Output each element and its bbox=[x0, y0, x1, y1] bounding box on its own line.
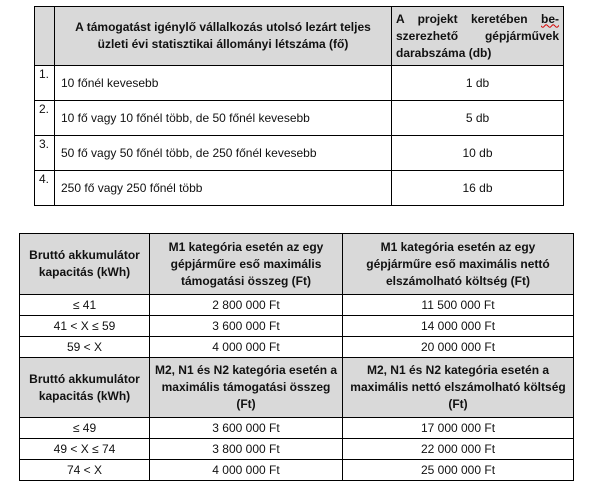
row-index: 1. bbox=[35, 66, 55, 101]
table2-header-row-m2-n1-n2 bbox=[20, 358, 574, 418]
support-cell: 2 800 000 Ft bbox=[150, 295, 343, 316]
battery-support-table bbox=[19, 233, 574, 481]
table-row bbox=[20, 295, 574, 316]
header-max-support: M2, N1 és N2 kategória esetén a maximális támogatási összeg (Ft) bbox=[150, 358, 343, 418]
cost-cell: 11 500 000 Ft bbox=[343, 295, 574, 316]
table-row bbox=[20, 337, 574, 358]
cost-cell: 14 000 000 Ft bbox=[343, 316, 574, 337]
vehicle-count-value: 1 db bbox=[392, 66, 564, 101]
capacity-cell: 41 < X ≤ 59 bbox=[20, 316, 150, 337]
row-index: 3. bbox=[35, 136, 55, 171]
support-cell: 3 600 000 Ft bbox=[150, 418, 343, 439]
capacity-cell: ≤ 49 bbox=[20, 418, 150, 439]
vehicle-count-value: 16 db bbox=[392, 171, 564, 206]
header-max-net-cost: M2, N1 és N2 kategória esetén a maximális nettó elszámolható költség (Ft) bbox=[343, 358, 574, 418]
table-row bbox=[35, 171, 564, 206]
cost-cell: 20 000 000 Ft bbox=[343, 337, 574, 358]
vehicle-count-value: 10 db bbox=[392, 136, 564, 171]
table1-header-vehicle-count: A projekt keretében be- szerezhető gépjárművek darabszáma (db) bbox=[392, 7, 564, 66]
headcount-label: 10 főnél kevesebb bbox=[55, 66, 392, 101]
table-row bbox=[20, 439, 574, 460]
table1-header-row bbox=[35, 7, 564, 66]
table-row bbox=[20, 460, 574, 481]
support-cell: 4 000 000 Ft bbox=[150, 460, 343, 481]
vehicle-count-value: 5 db bbox=[392, 101, 564, 136]
support-cell: 3 800 000 Ft bbox=[150, 439, 343, 460]
cost-cell: 22 000 000 Ft bbox=[343, 439, 574, 460]
row-index: 4. bbox=[35, 171, 55, 206]
table-row bbox=[35, 136, 564, 171]
capacity-cell: ≤ 41 bbox=[20, 295, 150, 316]
table-row bbox=[35, 101, 564, 136]
table2-header-row-m1 bbox=[20, 234, 574, 295]
capacity-cell: 74 < X bbox=[20, 460, 150, 481]
cost-cell: 25 000 000 Ft bbox=[343, 460, 574, 481]
header-max-support: M1 kategória esetén az egy gépjárműre eső maximális támogatási összeg (Ft) bbox=[150, 234, 343, 295]
headcount-label: 250 fő vagy 250 főnél több bbox=[55, 171, 392, 206]
headcount-label: 50 fő vagy 50 főnél több, de 250 főnél kevesebb bbox=[55, 136, 392, 171]
capacity-cell: 49 < X ≤ 74 bbox=[20, 439, 150, 460]
table-row bbox=[35, 66, 564, 101]
table1-header-headcount: A támogatást igénylő vállalkozás utolsó lezárt teljes üzleti évi statisztikai állományi létszáma (fő) bbox=[55, 7, 392, 66]
headcount-label: 10 fő vagy 10 főnél több, de 50 főnél kevesebb bbox=[55, 101, 392, 136]
table1-header-index bbox=[35, 7, 55, 66]
header-battery-capacity: Bruttó akkumulátor kapacitás (kWh) bbox=[20, 234, 150, 295]
table-row bbox=[20, 418, 574, 439]
capacity-cell: 59 < X bbox=[20, 337, 150, 358]
support-cell: 3 600 000 Ft bbox=[150, 316, 343, 337]
header-battery-capacity: Bruttó akkumulátor kapacitás (kWh) bbox=[20, 358, 150, 418]
cost-cell: 17 000 000 Ft bbox=[343, 418, 574, 439]
row-index: 2. bbox=[35, 101, 55, 136]
table-row bbox=[20, 316, 574, 337]
support-cell: 4 000 000 Ft bbox=[150, 337, 343, 358]
header-max-net-cost: M1 kategória esetén az egy gépjárműre eső maximális nettó elszámolható költség (Ft) bbox=[343, 234, 574, 295]
headcount-vehicle-table bbox=[34, 6, 564, 206]
